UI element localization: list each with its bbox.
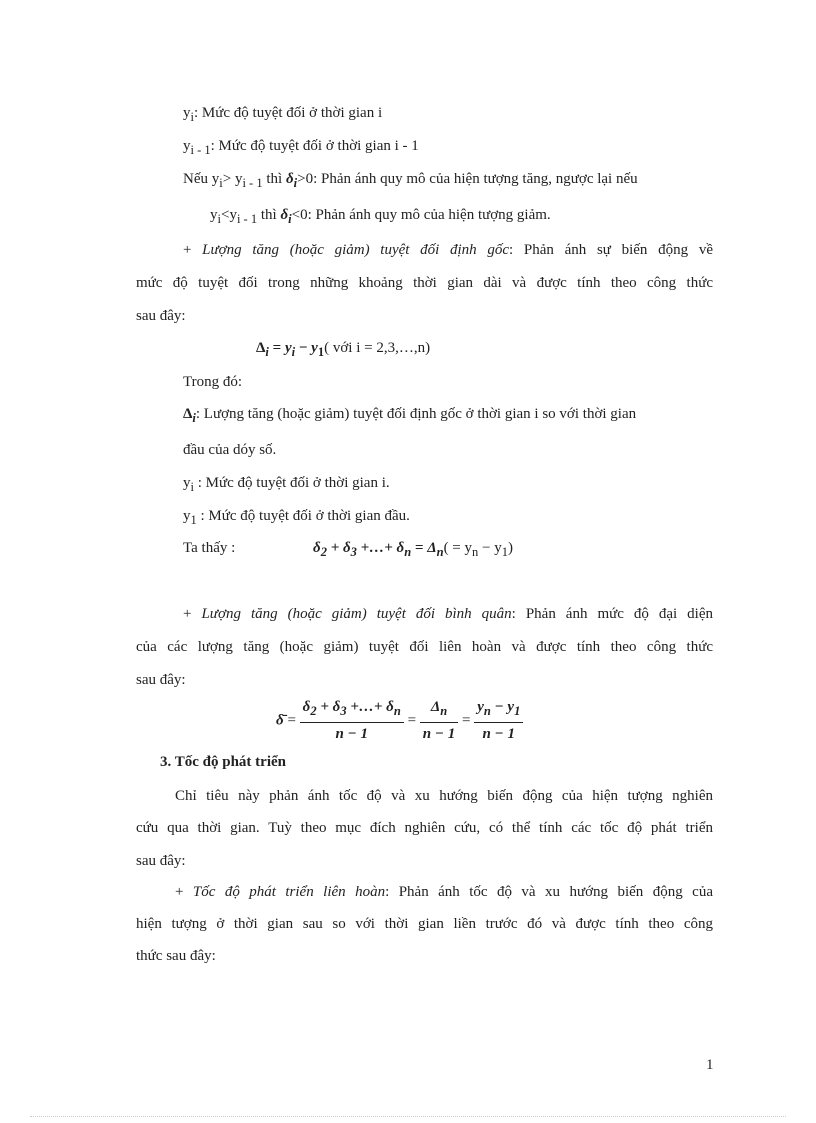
para4-line3: thức sau đây: bbox=[136, 948, 216, 964]
page-number: 1 bbox=[706, 1057, 714, 1073]
para3-line3: sau đây: bbox=[136, 853, 186, 869]
definition-yi-1: $y_{i - 1}$: Mức độ tuyệt đối ở thời gian i - 1 bbox=[183, 138, 419, 157]
para3-line2: cứu qua thời gian. Tuỳ theo mục đích nghiên cứu, có thể tính các tốc độ phát triển bbox=[136, 820, 713, 836]
para1-line3: sau đây: bbox=[136, 308, 186, 324]
def-yi: $y_i$ : Mức độ tuyệt đối ở thời gian i. bbox=[183, 475, 390, 494]
para1-line1: + Lượng tăng (hoặc giảm) tuyệt đối định gốc: Phản ánh sự biến động về bbox=[183, 242, 713, 258]
para4-title: Tốc độ phát triển liên hoàn bbox=[192, 884, 386, 900]
definition-yi: $y_i$: Mức độ tuyệt đối ở thời gian i bbox=[183, 105, 383, 124]
formula-mean: δ̄ = $\frac{\delta_2 + \delta_3 +\dots+ \delta_n}{n - 1}$ = $\frac{\Delta_n}{n - 1}$ = $\frac{y_n - y_1}{n - 1}$ bbox=[276, 696, 523, 745]
formula-delta-i: $\Delta_i = y_i - y_1$( với i = 2,3,…,n) bbox=[256, 340, 431, 359]
para2-line2: của các lượng tăng (hoặc giảm) tuyệt đối liên hoàn và được tính theo công thức bbox=[136, 639, 713, 655]
page-bottom-border bbox=[30, 1116, 786, 1117]
para2-line3: sau đây: bbox=[136, 672, 186, 688]
para1-title: Lượng tăng (hoặc giảm) tuyệt đối định gốc bbox=[202, 242, 510, 258]
def-delta-i: $\Delta_i$: Lượng tăng (hoặc giảm) tuyệt đối định gốc ở thời gian i so với thời gian bbox=[183, 406, 637, 425]
section-heading: 3. Tốc độ phát triển bbox=[160, 754, 286, 770]
trong-do: Trong đó: bbox=[183, 374, 243, 390]
fraction-2: $\frac{\Delta_n}{n - 1}$ bbox=[420, 696, 458, 745]
para4-line2: hiện tượng ở thời gian sau so với thời gian liền trước đó và được tính theo công bbox=[136, 916, 713, 932]
para4-line1: + Tốc độ phát triển liên hoàn: Phản ánh tốc độ và xu hướng biến động của bbox=[175, 884, 713, 900]
fraction-1: $\frac{\delta_2 + \delta_3 +\dots+ \delta_n}{n - 1}$ bbox=[300, 696, 404, 745]
definition-yi-1-text: : Mức độ tuyệt đối ở thời gian i - 1 bbox=[210, 138, 419, 154]
def-y1: $y_1$ : Mức độ tuyệt đối ở thời gian đầu. bbox=[183, 508, 410, 527]
condition-decrease: $y_i<y_{i - 1}$ thì $\delta_i<0$: Phản ánh quy mô của hiện tượng giảm. bbox=[210, 207, 551, 226]
definition-yi-text: : Mức độ tuyệt đối ở thời gian i bbox=[193, 105, 383, 121]
para1-line2: mức độ tuyệt đối trong những khoảng thời gian dài và được tính theo công thức bbox=[136, 275, 713, 291]
def-delta-i-line2: đầu của dóy số. bbox=[183, 442, 277, 458]
ta-thay: Ta thấy : bbox=[183, 540, 236, 556]
para2-line1: + Lượng tăng (hoặc giảm) tuyệt đối bình quân: Phản ánh mức độ đại diện bbox=[183, 606, 713, 622]
formula-sum: $\delta_2 + \delta_3$ +…+ $\delta_n = \Delta_n( = y_n - y_1)$ bbox=[313, 540, 513, 559]
para2-title: Lượng tăng (hoặc giảm) tuyệt đối bình quân bbox=[201, 606, 512, 622]
condition-increase: Nếu $y_i> y_{i - 1}$ thì $\delta_i>0$: Phản ánh quy mô của hiện tượng tăng, ngược lại nếu bbox=[183, 171, 638, 190]
fraction-3: $\frac{y_n - y_1}{n - 1}$ bbox=[474, 696, 523, 745]
para3-line1: Chỉ tiêu này phản ánh tốc độ và xu hướng biến động của hiện tượng nghiên bbox=[175, 788, 713, 804]
